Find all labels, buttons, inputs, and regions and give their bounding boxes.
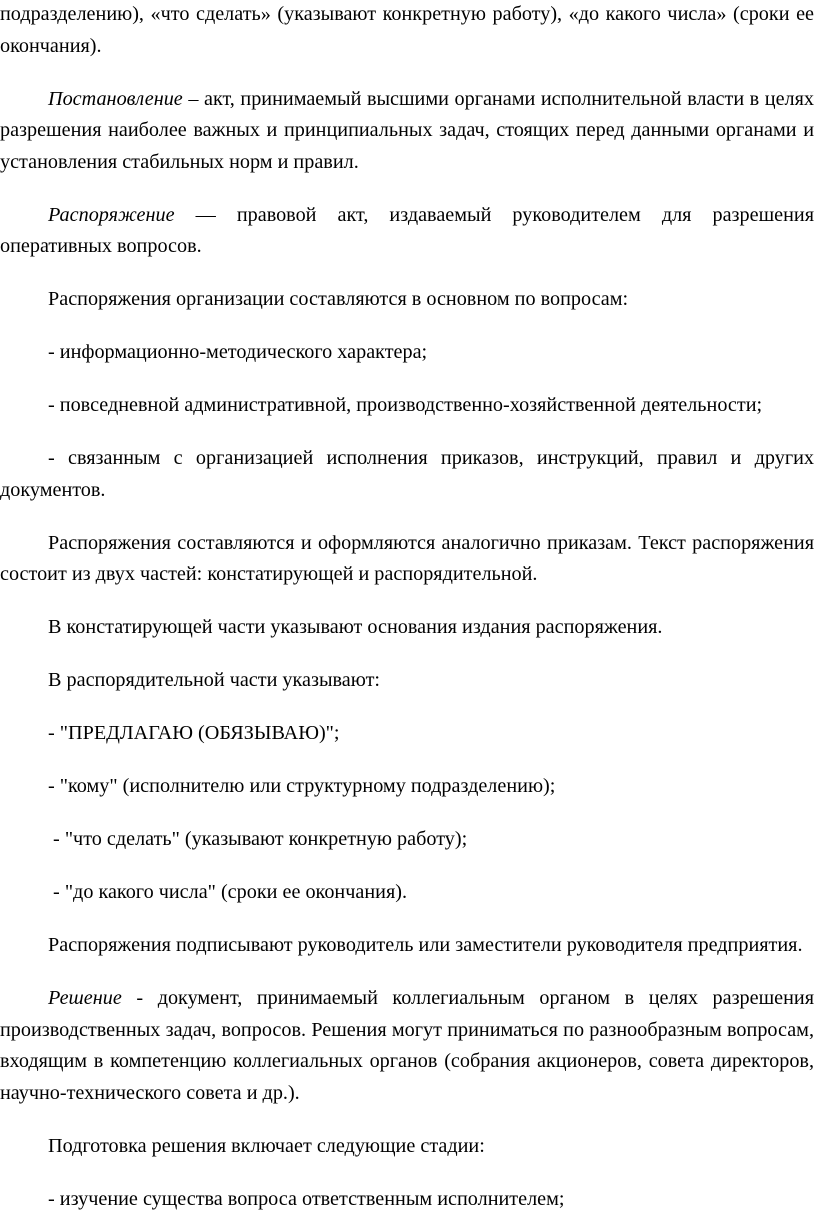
list-item: - "ПРЕДЛАГАЮ (ОБЯЗЫВАЮ)";	[0, 718, 814, 750]
paragraph-rasporyazhenie	[0, 200, 814, 263]
definition-reshenie: - документ, принимаемый коллегиальным органом в целях разрешения производственных задач, вопросов. Решения могут приниматься по разнообразным вопросам, входящим в компетенцию коллегиальных органов (собрания акционеров, совета директоров, научно-технического совета и др.).	[0, 987, 814, 1104]
paragraph-rasporyazhenie-text: Распоряжения составляются и оформляются аналогично приказам. Текст распоряжения состоит из двух частей: констатирующей и распорядительной.	[0, 528, 814, 591]
definition-rasporyazhenie: — правовой акт, издаваемый руководителем для разрешения оперативных вопросов.	[0, 204, 814, 258]
paragraph-signature: Распоряжения подписывают руководитель или заместители руководителя предприятия.	[0, 930, 814, 962]
paragraph-postanovlenie	[0, 84, 814, 179]
paragraph-konstatiruyushchaya: В констатирующей части указывают основания издания распоряжения.	[0, 612, 814, 644]
list-item: - повседневной административной, производственно-хозяйственной деятельности;	[0, 390, 814, 422]
list-item: - "что сделать" (указывают конкретную работу);	[0, 824, 814, 856]
paragraph-continuation: подразделению), «что сделать» (указывают конкретную работу), «до какого числа» (сроки ее окончания).	[0, 0, 814, 62]
list-item: - информационно-методического характера;	[0, 337, 814, 369]
list-item: - "кому" (исполнителю или структурному подразделению);	[0, 771, 814, 803]
term-reshenie: Решение	[48, 987, 122, 1009]
term-postanovlenie: Постановление	[48, 88, 183, 110]
paragraph-questions-intro: Распоряжения организации составляются в основном по вопросам:	[0, 284, 814, 316]
paragraph-reshenie	[0, 983, 814, 1109]
list-item: - "до какого числа" (сроки ее окончания).	[0, 877, 814, 909]
paragraph-rasporyaditelnaya: В распорядительной части указывают:	[0, 665, 814, 697]
paragraph-stages-intro: Подготовка решения включает следующие стадии:	[0, 1131, 814, 1163]
list-item: - связанным с организацией исполнения приказов, инструкций, правил и других документов.	[0, 443, 814, 506]
list-item: - изучение существа вопроса ответственным исполнителем;	[0, 1184, 814, 1215]
term-rasporyazhenie: Распоряжение	[48, 204, 175, 226]
definition-postanovlenie: – акт, принимаемый высшими органами исполнительной власти в целях разрешения наиболее важных и принципиальных задач, стоящих перед данными органами и установления стабильных норм и правил.	[0, 88, 814, 173]
